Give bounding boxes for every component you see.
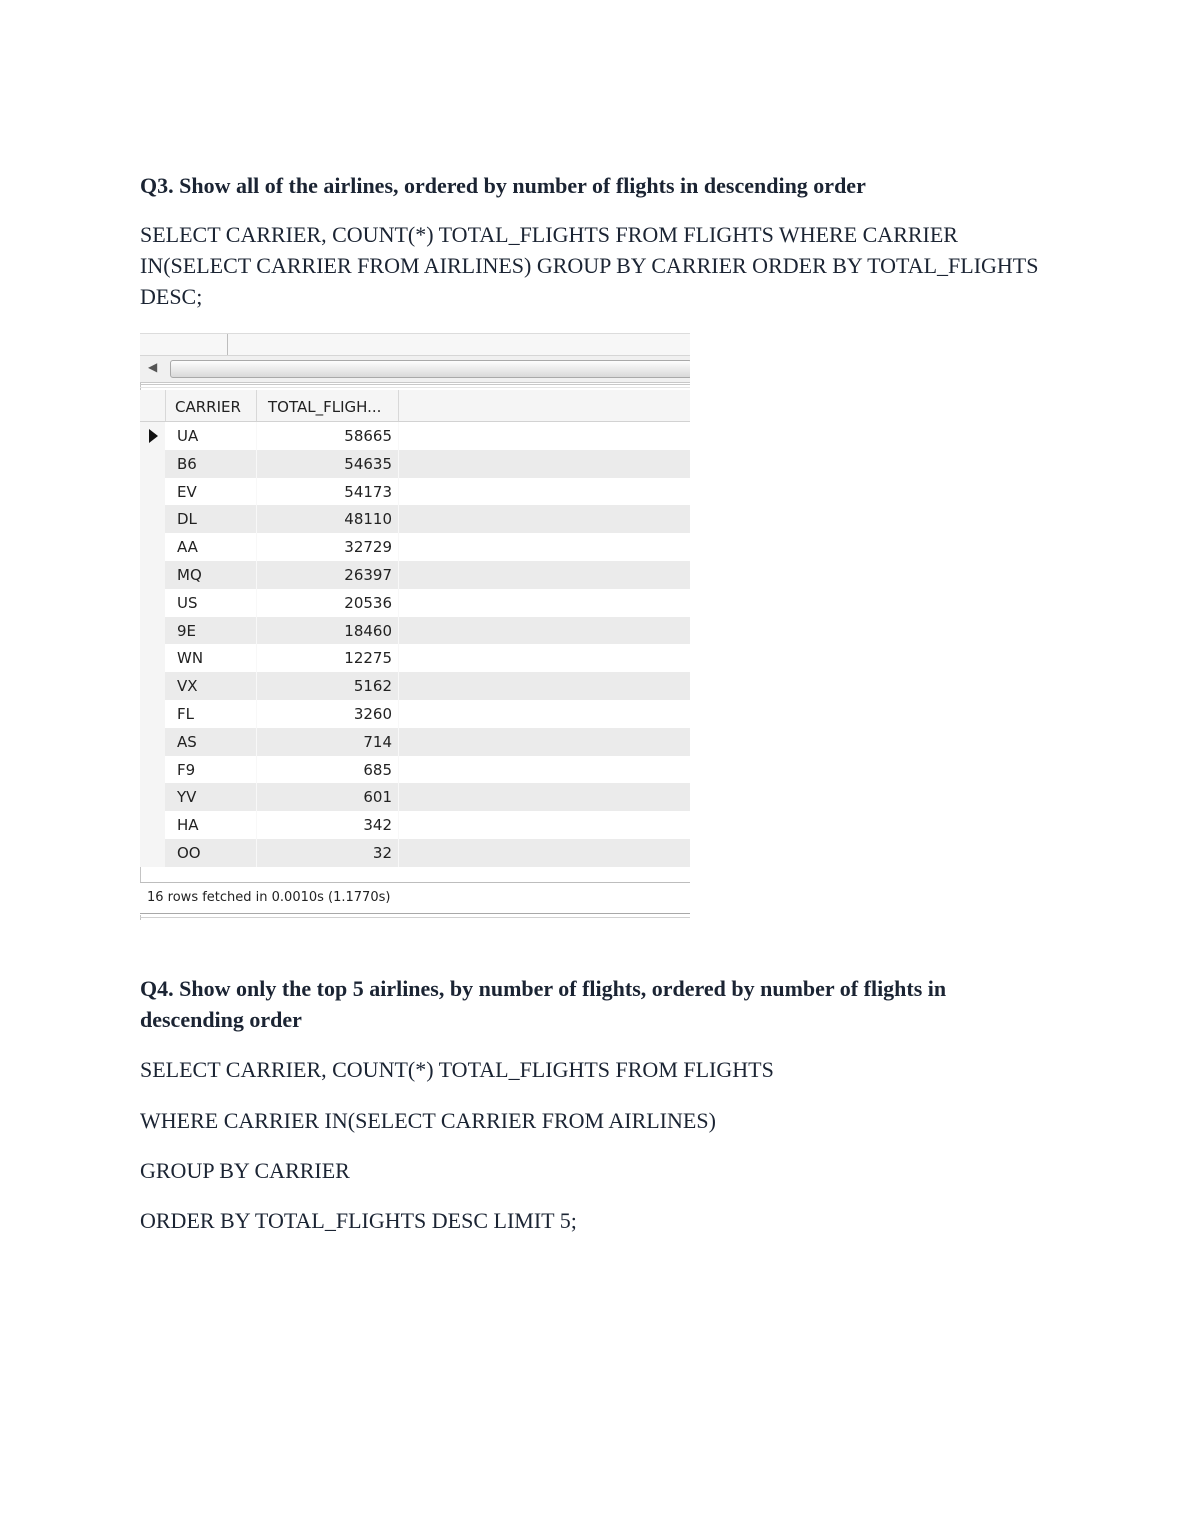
cell-carrier[interactable]: DL [165, 505, 257, 533]
row-indicator[interactable] [140, 756, 165, 784]
cell-carrier[interactable]: EV [165, 478, 257, 506]
table-row[interactable] [140, 589, 690, 617]
table-row[interactable] [140, 533, 690, 561]
table-row[interactable] [140, 839, 690, 867]
row-indicator[interactable] [140, 811, 165, 839]
q4-sql-line: WHERE CARRIER IN(SELECT CARRIER FROM AIRLINES) [140, 1108, 716, 1133]
cell-total-flights[interactable]: 714 [258, 728, 399, 756]
cell-total-flights[interactable]: 12275 [258, 644, 399, 672]
current-row-arrow-icon [149, 429, 158, 443]
cell-total-flights[interactable]: 54173 [258, 478, 399, 506]
cell-carrier[interactable]: AA [165, 533, 257, 561]
cell-total-flights[interactable]: 20536 [258, 589, 399, 617]
table-row[interactable] [140, 505, 690, 533]
q4-sql-line: SELECT CARRIER, COUNT(*) TOTAL_FLIGHTS FROM FLIGHTS [140, 1057, 774, 1082]
row-indicator[interactable] [140, 700, 165, 728]
horizontal-scrollbar[interactable] [140, 355, 690, 383]
cell-total-flights[interactable]: 685 [258, 756, 399, 784]
table-row[interactable] [140, 672, 690, 700]
row-indicator[interactable] [140, 617, 165, 645]
cell-carrier[interactable]: YV [165, 783, 257, 811]
row-indicator[interactable] [140, 478, 165, 506]
cell-carrier[interactable]: FL [165, 700, 257, 728]
scrollbar-thumb[interactable] [170, 360, 690, 378]
cell-carrier[interactable]: UA [165, 422, 257, 450]
q3-heading: Q3. Show all of the airlines, ordered by number of flights in descending order [140, 173, 866, 198]
cell-carrier[interactable]: HA [165, 811, 257, 839]
cell-carrier[interactable]: AS [165, 728, 257, 756]
q4-heading: Q4. Show only the top 5 airlines, by number of flights, ordered by number of flights in descending order [140, 976, 947, 1032]
cell-total-flights[interactable]: 342 [258, 811, 399, 839]
table-row[interactable] [140, 561, 690, 589]
cell-carrier[interactable]: F9 [165, 756, 257, 784]
row-indicator[interactable] [140, 644, 165, 672]
cell-total-flights[interactable]: 5162 [258, 672, 399, 700]
table-row[interactable] [140, 756, 690, 784]
table-row[interactable] [140, 478, 690, 506]
status-text: 16 rows fetched in 0.0010s (1.1770s) [147, 890, 391, 905]
cell-total-flights[interactable]: 32729 [258, 533, 399, 561]
scroll-left-arrow-icon[interactable]: ◀ [148, 360, 158, 374]
table-row[interactable] [140, 644, 690, 672]
grid-toolbar-strip [140, 333, 690, 356]
cell-total-flights[interactable]: 601 [258, 783, 399, 811]
cell-total-flights[interactable]: 54635 [258, 450, 399, 478]
table-row[interactable] [140, 617, 690, 645]
cell-total-flights[interactable]: 26397 [258, 561, 399, 589]
cell-carrier[interactable]: 9E [165, 617, 257, 645]
table-row[interactable] [140, 422, 690, 450]
row-indicator[interactable] [140, 839, 165, 867]
cell-total-flights[interactable]: 3260 [258, 700, 399, 728]
row-indicator[interactable] [140, 728, 165, 756]
row-indicator[interactable] [140, 672, 165, 700]
row-indicator[interactable] [140, 422, 165, 450]
cell-carrier[interactable]: WN [165, 644, 257, 672]
table-row[interactable] [140, 811, 690, 839]
row-indicator[interactable] [140, 533, 165, 561]
grid-footer-border [140, 913, 690, 918]
cell-total-flights[interactable]: 18460 [258, 617, 399, 645]
result-grid-screenshot [140, 333, 690, 920]
column-header-carrier[interactable]: CARRIER [165, 390, 257, 421]
table-row[interactable] [140, 783, 690, 811]
status-bar [140, 883, 690, 915]
row-indicator[interactable] [140, 505, 165, 533]
table-row[interactable] [140, 700, 690, 728]
q4-sql-line: GROUP BY CARRIER [140, 1158, 350, 1183]
cell-carrier[interactable]: MQ [165, 561, 257, 589]
row-indicator[interactable] [140, 561, 165, 589]
table-row[interactable] [140, 450, 690, 478]
cell-total-flights[interactable]: 32 [258, 839, 399, 867]
cell-carrier[interactable]: OO [165, 839, 257, 867]
row-indicator[interactable] [140, 589, 165, 617]
table-row[interactable] [140, 728, 690, 756]
cell-total-flights[interactable]: 48110 [258, 505, 399, 533]
cell-total-flights[interactable]: 58665 [258, 422, 399, 450]
cell-carrier[interactable]: US [165, 589, 257, 617]
q3-sql-query: SELECT CARRIER, COUNT(*) TOTAL_FLIGHTS FROM FLIGHTS WHERE CARRIER IN(SELECT CARRIER FROM AIRLINES) GROUP BY CARRIER ORDER BY TOTAL_FLIGHTS DESC; [140, 222, 1039, 309]
cell-carrier[interactable]: B6 [165, 450, 257, 478]
column-header-total-flights[interactable]: TOTAL_FLIGH... [258, 390, 399, 421]
row-indicator-header [140, 390, 166, 421]
row-indicator[interactable] [140, 450, 165, 478]
q4-sql-line: ORDER BY TOTAL_FLIGHTS DESC LIMIT 5; [140, 1208, 577, 1233]
table-header [140, 390, 690, 422]
row-indicator[interactable] [140, 783, 165, 811]
cell-carrier[interactable]: VX [165, 672, 257, 700]
grid-separator [140, 384, 690, 388]
